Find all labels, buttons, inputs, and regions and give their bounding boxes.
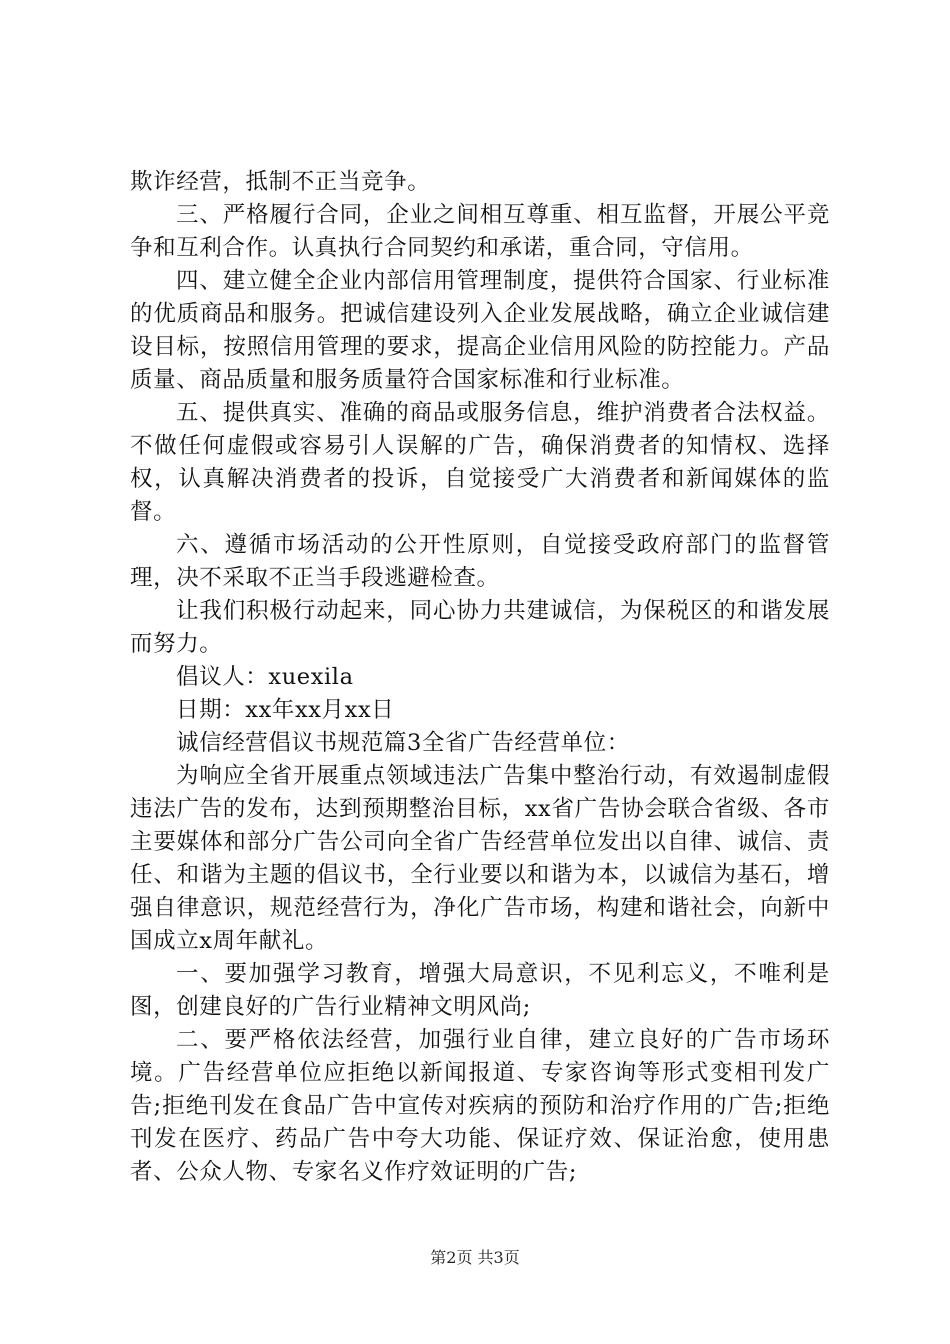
paragraph: 为响应全省开展重点领域违法广告集中整治行动，有效遏制虚假违法广告的发布，达到预期整治目标，xx省广告协会联合省级、各市主要媒体和部分广告公司向全省广告经营单位发出以自律、诚信、责任、和谐为主题的倡议书，全行业要以和谐为本，以诚信为基石，增强自律意识，规范经营行为，净化广告市场，构建和谐社会，向新中国成立x周年献礼。 [130,763,830,954]
paragraph: 三、严格履行合同，企业之间相互尊重、相互监督，开展公平竞争和互利合作。认真执行合同契约和承诺，重合同，守信用。 [130,202,830,261]
paragraph: 六、遵循市场活动的公开性原则，自觉接受政府部门的监督管理，决不采取不正当手段逃避检查。 [130,532,830,591]
paragraph: 四、建立健全企业内部信用管理制度，提供符合国家、行业标准的优质商品和服务。把诚信建设列入企业发展战略，确立企业诚信建设目标，按照信用管理的要求，提高企业信用风险的防控能力。产品质量、商品质量和服务质量符合国家标准和行业标准。 [130,268,830,393]
paragraph: 让我们积极行动起来，同心协力共建诚信，为保税区的和谐发展而努力。 [130,598,830,657]
paragraph: 欺诈经营，抵制不正当竞争。 [130,169,431,195]
date-line: 日期：xx年xx月xx日 [176,697,395,723]
page-number-footer: 第2页 共3页 [430,1248,520,1267]
initiator-line: 倡议人：xuexila [176,664,354,690]
document-body [130,166,830,1189]
paragraph: 五、提供真实、准确的商品或服务信息，维护消费者合法权益。不做任何虚假或容易引人误解的广告，确保消费者的知情权、选择权，认真解决消费者的投诉，自觉接受广大消费者和新闻媒体的监督。 [130,400,830,525]
section-heading: 诚信经营倡议书规范篇3全省广告经营单位： [176,730,630,756]
paragraph: 一、要加强学习教育，增强大局意识，不见利忘义，不唯利是图，创建良好的广告行业精神文明风尚; [130,961,830,1020]
paragraph: 二、要严格依法经营，加强行业自律，建立良好的广告市场环境。广告经营单位应拒绝以新闻报道、专家咨询等形式变相刊发广告;拒绝刊发在食品广告中宣传对疾病的预防和治疗作用的广告;拒绝刊发在医疗、药品广告中夸大功能、保证疗效、保证治愈，使用患者、公众人物、专家名义作疗效证明的广告; [130,1027,830,1185]
